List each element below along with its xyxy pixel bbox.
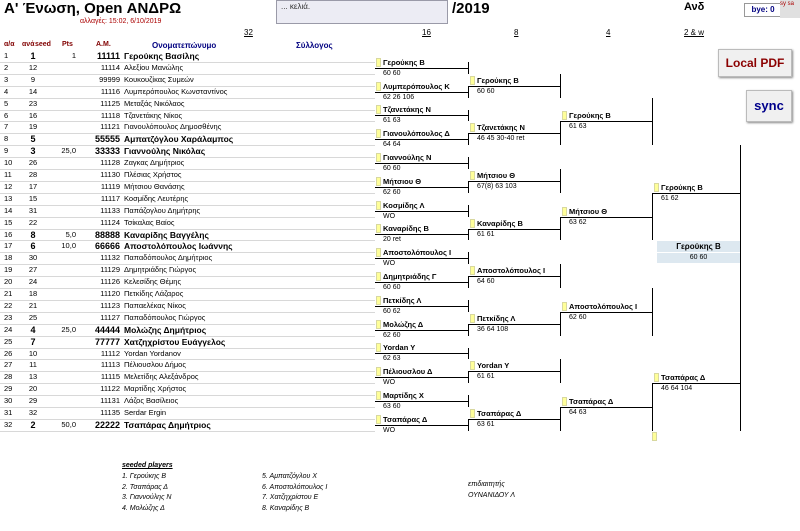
draw-number: 23 (28, 98, 38, 108)
champion-cell[interactable]: Γερούκης Β (657, 241, 740, 252)
table-row[interactable] (0, 121, 375, 133)
match-score[interactable]: 63 61 (477, 420, 495, 428)
member-id: 11117 (100, 193, 120, 203)
match-score[interactable]: 62 26 106 (383, 93, 415, 101)
member-id: 11111 (96, 51, 120, 61)
row-index: 24 (4, 324, 13, 334)
match-winner[interactable]: Γιανουλόπουλος Δ (383, 129, 450, 139)
gender-label: Ανδ (684, 1, 705, 13)
seeded-player-item: 6. Αποστολόπουλος Ι (262, 483, 328, 491)
position-marker (376, 224, 381, 233)
row-index: 21 (4, 289, 13, 298)
draw-number: 9 (30, 74, 36, 84)
position-marker (376, 415, 381, 424)
table-row[interactable] (0, 110, 375, 122)
draw-number: 27 (28, 265, 38, 275)
member-id: 11118 (100, 110, 120, 120)
match-winner[interactable]: Κοσμίδης Λ (383, 200, 425, 210)
table-row[interactable] (0, 240, 375, 252)
member-id: 11130 (100, 170, 120, 179)
player-name[interactable]: Αποστολόπουλος Ιωάννης (124, 241, 233, 252)
match-score[interactable]: 60 60 (477, 87, 495, 95)
table-row[interactable] (0, 419, 375, 431)
player-name[interactable]: Αλεξίου Μανώλης (124, 62, 184, 72)
position-marker (376, 391, 381, 400)
row-index: 20 (4, 277, 13, 287)
row-index: 19 (4, 265, 13, 275)
member-id: 11124 (100, 217, 120, 227)
row-index: 7 (4, 122, 9, 132)
row-index: 13 (4, 193, 13, 203)
draw-number: 32 (28, 408, 38, 417)
draw-number: 25 (28, 312, 38, 322)
table-row[interactable] (0, 407, 375, 419)
member-id: 11119 (100, 181, 120, 191)
row-index: 18 (4, 253, 13, 263)
match-winner[interactable]: Γιαννούλης Ν (383, 153, 432, 163)
match-score[interactable]: 62 60 (383, 188, 401, 196)
player-name[interactable]: Ζαγκας Δημήτριος (124, 158, 185, 168)
draw-number: 11 (29, 360, 37, 370)
position-marker (470, 314, 475, 323)
draw-number: 19 (28, 122, 38, 132)
table-row[interactable] (0, 252, 375, 264)
position-marker (470, 219, 475, 228)
position-marker (470, 266, 475, 275)
member-id: 11132 (100, 253, 120, 263)
col-header-order: ανά (22, 41, 35, 48)
member-id: 11115 (100, 372, 120, 382)
seed-points: 10,0 (61, 241, 76, 251)
referee-label: επιδιαιτητής (468, 481, 505, 488)
position-marker (376, 58, 381, 67)
member-id: 11131 (100, 396, 120, 406)
table-row[interactable] (0, 359, 375, 371)
round-header-final: 2 & w (684, 28, 705, 37)
match-winner[interactable]: Τσαπάρας Δ (383, 414, 428, 424)
position-marker (470, 409, 475, 418)
row-index: 31 (4, 408, 13, 417)
seeded-player-item: 1. Γερούκης Β (122, 473, 167, 480)
match-score[interactable]: 62 60 (383, 331, 401, 339)
seed-points: 1 (71, 51, 76, 60)
table-row[interactable] (0, 50, 375, 62)
member-id: 11116 (100, 86, 120, 96)
member-id: 11122 (100, 384, 120, 394)
player-name[interactable]: Κοσμίδης Λευτέρης (124, 193, 189, 203)
player-name[interactable]: Τσίκαλας Βαίος (124, 217, 175, 227)
member-id: 11113 (100, 360, 120, 370)
match-score[interactable]: 36 64 108 (477, 325, 509, 333)
match-winner[interactable]: Πετκίδης Λ (383, 295, 422, 305)
draw-number: 18 (28, 289, 38, 298)
seeded-players-title: seeded players (122, 462, 173, 469)
row-index: 9 (4, 146, 9, 156)
table-row[interactable] (0, 336, 375, 348)
draw-number: 13 (28, 372, 38, 382)
sync-button[interactable]: sync (746, 90, 792, 122)
match-score[interactable]: 61 63 (383, 117, 401, 125)
table-row[interactable] (0, 217, 375, 229)
player-name[interactable]: Yordan Yordanov (124, 348, 181, 358)
match-score[interactable]: 67(8) 63 103 (477, 182, 517, 190)
row-index: 30 (4, 396, 13, 406)
member-id: 88888 (94, 229, 120, 240)
local-pdf-button[interactable]: Local PDF (718, 49, 792, 77)
position-marker (470, 171, 475, 180)
draw-number: 2 (30, 419, 36, 430)
table-row[interactable] (0, 74, 375, 86)
draw-number: 22 (28, 217, 38, 227)
draw-number: 7 (30, 336, 36, 347)
member-id: 11126 (100, 277, 120, 287)
seeded-player-item: 4. Μολώζης Δ (122, 504, 165, 512)
match-score[interactable]: WO (383, 426, 396, 434)
page-title-year: /2019 (452, 0, 490, 17)
match-winner[interactable]: Μήτσιου Θ (477, 170, 516, 180)
player-name[interactable]: Χατζηχρίστου Ευάγγελος (124, 336, 226, 347)
player-name[interactable]: Γερούκης Βασίλης (124, 51, 200, 61)
draw-number: 31 (28, 205, 38, 215)
position-marker (376, 82, 381, 91)
table-row[interactable] (0, 157, 375, 169)
match-winner[interactable]: Τζανετάκης Ν (383, 105, 431, 115)
member-id: 11129 (100, 265, 120, 275)
col-header-seed: seed (35, 41, 51, 48)
draw-number: 21 (28, 300, 38, 310)
player-name[interactable]: Πετκίδης Λάζαρος (124, 289, 184, 298)
row-index: 27 (4, 360, 13, 370)
row-index: 23 (4, 312, 13, 322)
draw-number: 6 (30, 241, 36, 252)
match-score[interactable]: 60 62 (383, 307, 401, 315)
position-marker (376, 343, 381, 352)
table-row[interactable] (0, 300, 375, 312)
match-winner[interactable]: Γερούκης Β (661, 182, 703, 192)
player-name[interactable]: Παπαδόπουλος Δημήτριος (124, 253, 213, 263)
player-name[interactable]: Κελεσίδης Θέμης (124, 277, 182, 287)
match-score[interactable]: 64 60 (477, 278, 495, 286)
champion-score[interactable]: 60 60 (657, 253, 740, 263)
position-marker (376, 105, 381, 114)
match-winner[interactable]: Τσαπάρας Δ (661, 373, 706, 383)
player-name[interactable]: Αμπατζόγλου Χαράλαμπος (124, 134, 234, 145)
row-index: 6 (4, 110, 9, 120)
row-index: 17 (4, 241, 13, 251)
round-header-32: 32 (244, 28, 253, 37)
row-index: 14 (4, 205, 13, 215)
draw-number: 17 (28, 181, 38, 191)
table-row[interactable] (0, 133, 375, 145)
player-name[interactable]: Γιανουλόπουλος Δημοσθένης (124, 122, 222, 132)
position-marker (470, 123, 475, 132)
match-winner[interactable]: Yordan Y (477, 361, 510, 371)
match-score[interactable]: 63 60 (383, 403, 401, 411)
draw-number: 3 (30, 146, 36, 157)
position-marker (376, 153, 381, 162)
match-winner[interactable]: Γερούκης Β (383, 57, 425, 67)
table-row[interactable] (0, 383, 375, 395)
match-winner[interactable]: Μολώζης Δ (383, 319, 424, 329)
draw-number: 16 (28, 110, 38, 120)
match-score[interactable]: WO (383, 260, 396, 268)
row-index: 8 (4, 134, 9, 144)
row-index: 4 (4, 86, 9, 96)
seeded-player-item: 5. Αμπατζόγλου Χ (262, 473, 317, 480)
table-row[interactable] (0, 395, 375, 407)
table-row[interactable] (0, 193, 375, 205)
member-id: 11123 (100, 300, 120, 310)
player-name[interactable]: Λυμπερόπουλος Κωνσταντίνος (124, 86, 228, 96)
player-name[interactable]: Πέλιουσλου Δήμος (124, 360, 186, 370)
table-row[interactable] (0, 169, 375, 181)
match-score[interactable]: 60 60 (383, 69, 401, 77)
match-score[interactable]: 62 63 (383, 355, 401, 363)
match-winner[interactable]: Πέλιουσλου Δ (383, 367, 433, 377)
match-winner[interactable]: Αποστολόπουλος Ι (477, 266, 546, 276)
draw-number: 8 (30, 229, 36, 240)
position-marker (562, 111, 567, 120)
match-winner[interactable]: Τσαπάρας Δ (477, 408, 522, 418)
row-gridline (0, 431, 375, 432)
seed-points: 25,0 (61, 324, 76, 334)
player-name[interactable]: Γιαννούλης Νικόλας (124, 146, 206, 157)
member-id: 22222 (94, 419, 120, 430)
match-score[interactable]: WO (383, 212, 396, 220)
match-winner[interactable]: Λυμπερόπουλος Κ (383, 81, 450, 91)
member-id: 11114 (100, 62, 120, 72)
draw-number: 30 (28, 253, 38, 263)
table-row[interactable] (0, 86, 375, 98)
member-id: 11121 (100, 122, 120, 132)
match-winner[interactable]: Γερούκης Β (477, 75, 519, 85)
member-id: 11125 (100, 98, 120, 108)
table-row[interactable] (0, 205, 375, 217)
draw-number: 26 (28, 158, 38, 168)
position-marker (376, 248, 381, 257)
member-id: 55555 (94, 134, 120, 145)
match-winner[interactable]: Μήτσιου Θ (383, 176, 422, 186)
row-index: 1 (4, 51, 9, 60)
bye-counter[interactable]: bye: 0 (744, 3, 782, 17)
position-marker (470, 361, 475, 370)
position-marker (562, 397, 567, 406)
match-score[interactable]: 60 60 (383, 165, 401, 173)
sheet-corner-note: sy sa (780, 0, 800, 18)
draw-number: 4 (30, 324, 36, 335)
match-score[interactable]: 61 62 (661, 194, 679, 202)
match-score[interactable]: 61 63 (569, 123, 587, 131)
draw-number: 5 (30, 134, 36, 145)
member-id: 66666 (94, 241, 120, 252)
member-id: 11112 (100, 348, 120, 358)
position-marker (376, 201, 381, 210)
match-score[interactable]: 20 ret (383, 236, 401, 244)
player-name[interactable]: Παπαδόπουλος Γιώργος (124, 312, 206, 322)
row-index: 12 (4, 181, 13, 191)
position-marker (376, 367, 381, 376)
row-index: 25 (4, 336, 13, 346)
draw-number: 15 (28, 193, 38, 203)
position-marker (654, 373, 659, 382)
position-marker (376, 177, 381, 186)
player-name[interactable]: Κουκουζίκας Συμεών (124, 74, 194, 84)
row-index: 32 (4, 419, 13, 429)
row-index: 28 (4, 372, 13, 382)
seeded-player-item: 8. Καναρίδης Β (262, 504, 310, 512)
row-index: 29 (4, 384, 13, 394)
col-header-name: Ονοματεπώνυμο (152, 41, 217, 50)
position-marker (376, 320, 381, 329)
match-winner[interactable]: Πετκίδης Λ (477, 313, 516, 323)
draw-number: 28 (28, 170, 38, 179)
player-name[interactable]: Καναρίδης Βαγγέλης (124, 229, 209, 240)
row-index: 15 (4, 217, 13, 227)
match-winner[interactable]: Δημητριάδης Γ (383, 272, 437, 282)
player-name[interactable]: Μελετίδης Αλεξάνδρος (124, 372, 199, 382)
player-name[interactable]: Πλέσιας Χρήστος (124, 170, 182, 179)
member-id: 11133 (100, 205, 120, 215)
row-index: 5 (4, 98, 9, 108)
match-winner[interactable]: Αποστολόπουλος Ι (383, 248, 452, 258)
match-score[interactable]: 61 61 (477, 373, 495, 381)
member-id: 11120 (100, 289, 120, 298)
member-id: 11128 (100, 158, 120, 168)
round-header-16: 16 (422, 28, 431, 37)
member-id: 11127 (100, 312, 120, 322)
row-index: 2 (4, 62, 9, 72)
player-name[interactable]: Παπαελέκας Νίκος (124, 300, 186, 310)
row-index: 11 (4, 170, 12, 179)
seed-points: 25,0 (61, 146, 76, 156)
match-score[interactable]: WO (383, 379, 396, 387)
match-winner[interactable]: Μήτσιου Θ (569, 206, 608, 216)
match-winner[interactable]: Τζανετάκης Ν (477, 123, 525, 133)
position-marker (562, 207, 567, 216)
match-winner[interactable]: Γερούκης Β (569, 111, 611, 121)
match-score[interactable]: 61 61 (477, 230, 495, 238)
match-score[interactable]: 60 60 (383, 284, 401, 292)
member-id: 77777 (94, 336, 120, 347)
match-winner[interactable]: Yordan Y (383, 343, 416, 353)
table-row[interactable] (0, 62, 375, 74)
seed-points: 50,0 (61, 419, 76, 429)
player-name[interactable]: Παπάζογλου Δημήτρης (124, 205, 201, 215)
position-marker (562, 302, 567, 311)
player-name[interactable]: Serdar Ergin (124, 408, 167, 417)
last-updated: αλλαγές: 15:02, 6/10/2019 (80, 18, 162, 25)
draw-number: 24 (28, 277, 38, 287)
bracket-line (740, 145, 741, 335)
seeded-player-item: 7. Χατζηχρίστου Ε (262, 494, 319, 501)
table-row[interactable] (0, 264, 375, 276)
match-score[interactable]: 64 64 (383, 141, 401, 149)
match-score[interactable]: 63 62 (569, 218, 587, 226)
member-id: 99999 (99, 74, 120, 84)
cell-comment-tooltip: ... κελιά. (276, 0, 448, 24)
table-row[interactable] (0, 229, 375, 241)
col-header-club: Σύλλογος (296, 41, 333, 50)
player-name[interactable]: Μολώζης Δημήτριος (124, 324, 207, 335)
match-score[interactable]: 62 60 (569, 313, 587, 321)
draw-number: 20 (28, 384, 38, 394)
position-marker (376, 129, 381, 138)
position-marker (654, 183, 659, 192)
table-row[interactable] (0, 98, 375, 110)
seeded-player-item: 2. Τσαπάρας Δ (122, 483, 169, 491)
row-index: 26 (4, 348, 13, 358)
page-title: Α' Ένωση, Open ΑΝΔΡΩ (4, 0, 182, 17)
round-header-8: 8 (514, 28, 519, 37)
draw-number: 1 (30, 51, 36, 61)
player-name[interactable]: Τσαπάρας Δημήτριος (124, 419, 211, 430)
match-winner[interactable]: Καναρίδης Β (477, 218, 523, 228)
table-row[interactable] (0, 312, 375, 324)
match-winner[interactable]: Αποστολόπουλος Ι (569, 301, 638, 311)
draw-number: 14 (28, 86, 38, 96)
position-marker (652, 432, 657, 441)
col-header-no: α/α (4, 41, 15, 48)
table-row[interactable] (0, 371, 375, 383)
table-row[interactable] (0, 276, 375, 288)
player-name[interactable]: Μαρτίδης Χρήστος (124, 384, 187, 394)
match-winner[interactable]: Τσαπάρας Δ (569, 397, 614, 406)
draw-number: 12 (28, 62, 38, 72)
col-header-pts: Pts (62, 41, 73, 48)
seed-points: 5,0 (65, 229, 76, 239)
match-score[interactable]: 46 45 30-40 ret (477, 135, 525, 143)
round-header-4: 4 (606, 28, 611, 37)
seeded-player-item: 3. Γιαννούλης Ν (122, 494, 172, 501)
position-marker (376, 296, 381, 305)
match-score[interactable]: 64 63 (569, 409, 587, 416)
match-winner[interactable]: Μαρτίδης Χ (383, 391, 424, 401)
player-name[interactable]: Λάζος Βασίλειος (124, 396, 179, 406)
member-id: 33333 (94, 146, 120, 157)
referee-name: ΟΥΝΑΝΙΔΟΥ Λ (468, 492, 516, 499)
table-row[interactable] (0, 145, 375, 157)
table-row[interactable] (0, 181, 375, 193)
row-index: 3 (4, 74, 9, 84)
player-name[interactable]: Τζανετάκης Νίκος (124, 110, 183, 120)
draw-number: 29 (28, 396, 38, 406)
match-score[interactable]: 46 64 104 (661, 385, 693, 393)
table-row[interactable] (0, 288, 375, 300)
player-name[interactable]: Δημητριάδης Γιώργος (124, 265, 197, 275)
player-name[interactable]: Μήτσιου Θανάσης (124, 181, 185, 191)
member-id: 11135 (100, 408, 120, 417)
draw-number: 10 (28, 348, 38, 358)
match-winner[interactable]: Καναρίδης Β (383, 224, 429, 234)
table-row[interactable] (0, 348, 375, 360)
table-row[interactable] (0, 324, 375, 336)
col-header-am: Α.Μ. (96, 41, 111, 48)
position-marker (470, 76, 475, 85)
member-id: 44444 (94, 324, 120, 335)
row-index: 10 (4, 158, 13, 168)
position-marker (376, 272, 381, 281)
row-index: 22 (4, 300, 13, 310)
row-index: 16 (4, 229, 13, 239)
player-name[interactable]: Μεταξάς Νικόλαος (124, 98, 185, 108)
